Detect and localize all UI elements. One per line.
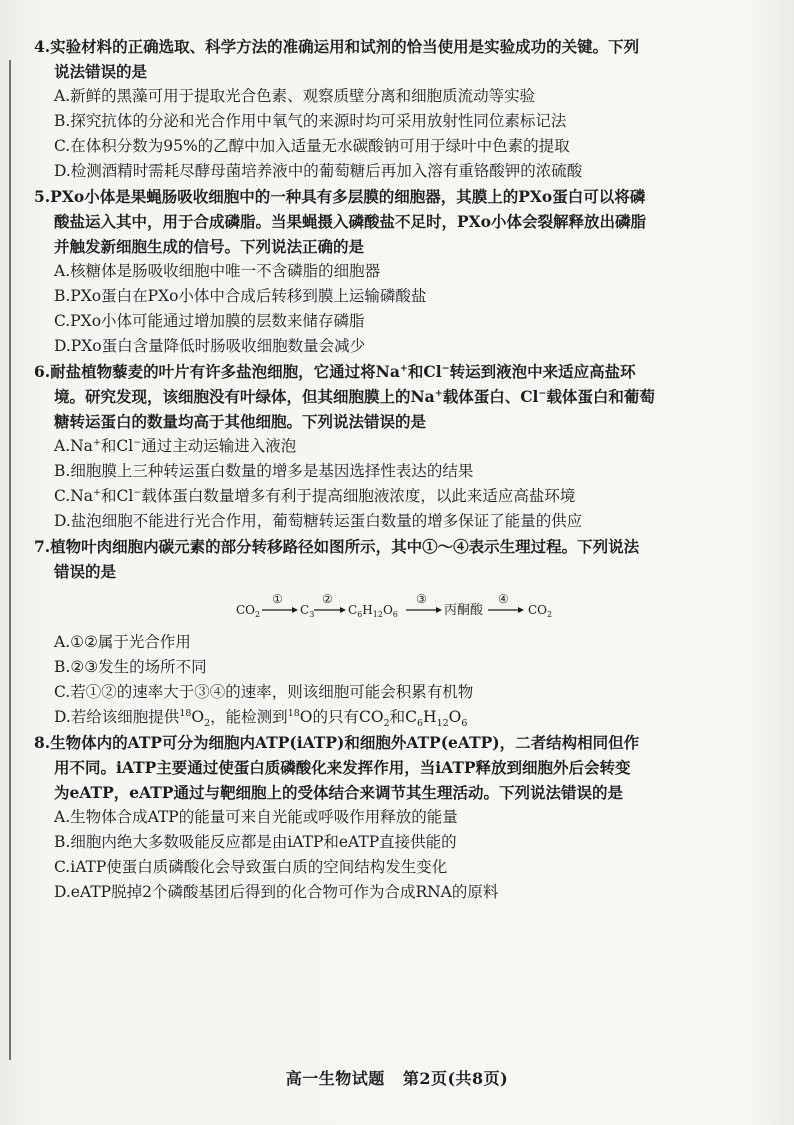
label-step-3: ③ (416, 592, 427, 606)
question-4-option-a: A.新鲜的黑藻可用于提取光合色素、观察质壁分离和细胞质流动等实验 (54, 87, 536, 105)
question-5 (34, 184, 744, 359)
label-step-1: ① (272, 592, 283, 606)
node-pyruvate: 丙酮酸 (444, 603, 484, 618)
question-6-option-d: D.盐泡细胞不能进行光合作用，葡萄糖转运蛋白数量的增多保证了能量的供应 (54, 512, 583, 530)
footer-subject: 高一生物试题 (285, 1069, 385, 1088)
node-co2-start: $CO_2$ (236, 603, 261, 619)
question-8-option-b: B.细胞内绝大多数吸能反应都是由iATP和eATP直接供能的 (54, 833, 457, 851)
footer-page-number: 第2页(共8页) (402, 1069, 509, 1088)
question-7-option-d: D.若给该细胞提供$^{18}O_2$，能检测到$^{18}$O的只有$CO_2$和$C_6H_{12}O_6$ (54, 707, 468, 730)
question-8-option-c: C.iATP使蛋白质磷酸化会导致蛋白质的空间结构发生变化 (54, 858, 448, 876)
label-step-4: ④ (498, 592, 509, 606)
question-7 (34, 534, 744, 730)
arrow-head-1 (292, 607, 298, 613)
question-5-option-a: A.核糖体是肠吸收细胞中唯一不含磷脂的细胞器 (54, 262, 381, 280)
question-7-stem-line-1: 7.植物叶肉细胞内碳元素的部分转移路径如图所示，其中①～④表示生理过程。下列说法 (34, 537, 640, 556)
question-5-stem-line-1: 5.PXo小体是果蝇肠吸收细胞中的一种具有多层膜的细胞器，其膜上的PXo蛋白可以将磷 (34, 187, 646, 206)
question-8-stem-line-3: 为eATP，eATP通过与靶细胞上的受体结合来调节其生理活动。下列说法错误的是 (54, 783, 623, 802)
question-4-option-d: D.检测酒精时需耗尽酵母菌培养液中的葡萄糖后再加入溶有重铬酸钾的浓硫酸 (54, 162, 583, 180)
carbon-pathway-diagram (34, 584, 744, 624)
arrow-head-4 (518, 607, 524, 613)
node-glucose: $C_6H_{12}O_6$ (348, 603, 398, 619)
arrow-head-3 (436, 607, 442, 613)
question-8-option-a: A.生物体合成ATP的能量可来自光能或呼吸作用释放的能量 (54, 808, 458, 826)
question-6 (34, 359, 744, 534)
question-7-option-b: B.②③发生的场所不同 (54, 658, 207, 676)
question-7-option-c: C.若①②的速率大于③④的速率，则该细胞可能会积累有机物 (54, 683, 474, 701)
question-4-stem-line-1: 4.实验材料的正确选取、科学方法的准确运用和试剂的恰当使用是实验成功的关键。下列 (34, 37, 640, 56)
question-8 (34, 730, 744, 905)
question-4 (34, 34, 744, 184)
question-6-stem-line-2: 境。研究发现，该细胞没有叶绿体，但其细胞膜上的Na+载体蛋白、Cl−载体蛋白和葡萄 (54, 387, 655, 406)
question-5-stem-line-3: 并触发新细胞生成的信号。下列说法正确的是 (54, 237, 365, 256)
question-4-stem-line-2: 说法错误的是 (54, 62, 148, 81)
question-5-option-d: D.PXo蛋白含量降低时肠吸收细胞数量会减少 (54, 337, 366, 355)
question-6-option-c: C.Na+和Cl−载体蛋白数量增多有利于提高细胞液浓度，以此来适应高盐环境 (54, 486, 576, 505)
question-4-option-c: C.在体积分数为95%的乙醇中加入适量无水碳酸钠可用于绿叶中色素的提取 (54, 137, 570, 155)
page-footer (0, 1066, 794, 1089)
question-5-stem-line-2: 酸盐运入其中，用于合成磷脂。当果蝇摄入磷酸盐不足时，PXo小体会裂解释放出磷脂 (54, 212, 647, 231)
node-c3: $C_3$ (300, 603, 315, 619)
question-5-option-b: B.PXo蛋白在PXo小体中合成后转移到膜上运输磷酸盐 (54, 287, 427, 305)
question-6-stem-line-3: 糖转运蛋白的数量均高于其他细胞。下列说法错误的是 (54, 412, 427, 431)
question-list (34, 34, 744, 905)
question-6-option-a: A.Na+和Cl−通过主动运输进入液泡 (54, 436, 297, 455)
question-7-stem-line-2: 错误的是 (54, 562, 117, 581)
question-5-option-c: C.PXo小体可能通过增加膜的层数来储存磷脂 (54, 312, 365, 330)
question-6-option-b: B.细胞膜上三种转运蛋白数量的增多是基因选择性表达的结果 (54, 462, 474, 480)
question-7-option-a: A.①②属于光合作用 (54, 633, 191, 651)
arrow-head-2 (340, 607, 346, 613)
carbon-pathway-svg (234, 584, 574, 624)
question-6-stem-line-1: 6.耐盐植物藜麦的叶片有许多盐泡细胞，它通过将Na+和Cl−转运到液泡中来适应高盐环 (34, 362, 636, 381)
page-left-edge (9, 60, 11, 1060)
question-8-stem-line-1: 8.生物体内的ATP可分为细胞内ATP(iATP)和细胞外ATP(eATP)，二者结构相同但作 (34, 733, 640, 752)
question-8-stem-line-2: 用不同。iATP主要通过使蛋白质磷酸化来发挥作用，当iATP释放到细胞外后会转变 (54, 758, 631, 777)
question-8-option-d: D.eATP脱掉2个磷酸基团后得到的化合物可作为合成RNA的原料 (54, 883, 499, 901)
node-co2-end: $CO_2$ (528, 603, 553, 619)
question-4-option-b: B.探究抗体的分泌和光合作用中氧气的来源时均可采用放射性同位素标记法 (54, 112, 567, 130)
label-step-2: ② (322, 592, 333, 606)
